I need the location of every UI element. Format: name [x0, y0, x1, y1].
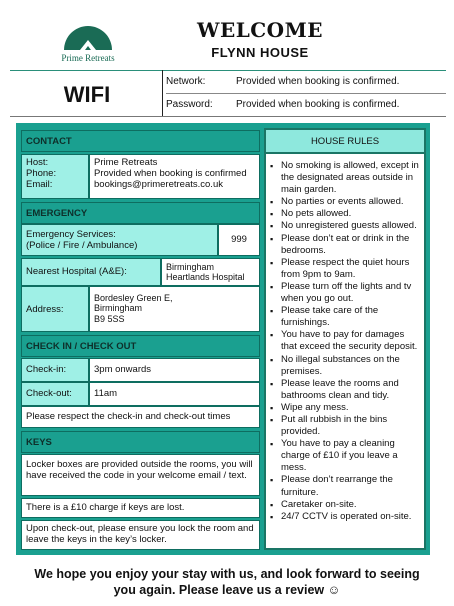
- email-value[interactable]: bookings@primeretreats.co.uk: [94, 178, 223, 190]
- wifi-separator: [162, 70, 163, 116]
- keys-heading: KEYS: [21, 431, 260, 453]
- rule-item: ▪ Put all rubbish in the bins provided.: [268, 414, 422, 438]
- hospital-name: [161, 258, 260, 286]
- rule-item: ▪ No smoking is allowed, except in the designated areas outside in main garden.: [268, 160, 422, 196]
- house-name: FLYNN HOUSE: [211, 45, 309, 60]
- footer-message: [14, 566, 440, 598]
- hospital-name-line2: Heartlands Hospital: [166, 272, 245, 283]
- checkout-value: 11am: [89, 382, 260, 406]
- rule-item: ▪ Please don’t rearrange the furniture.: [268, 474, 422, 498]
- footer-line1: We hope you enjoy your stay with us, and look forward to seeing: [34, 567, 420, 581]
- checkin-note: Please respect the check-in and check-out times: [21, 406, 260, 428]
- address-line1: Bordesley Green E,: [94, 293, 173, 303]
- host-label: Host:: [26, 157, 49, 168]
- rule-item: ▪ No parties or events allowed.: [268, 196, 422, 208]
- rule-item: ▪ No unregistered guests allowed.: [268, 220, 422, 232]
- wifi-row-divider: [166, 93, 446, 94]
- emergency-number: 999: [218, 224, 260, 256]
- rule-item: ▪ You have to pay a cleaning charge of £10 if you leave a mess.: [268, 438, 422, 474]
- emergency-label-line2: (Police / Fire / Ambulance): [26, 239, 138, 251]
- email-label: Email:: [26, 178, 53, 190]
- keys-note-charge: There is a £10 charge if keys are lost.: [21, 498, 260, 518]
- password-value: Provided when booking is confirmed.: [236, 99, 400, 110]
- logo-text: Prime Retreats: [61, 53, 115, 63]
- hospital-name-line1: Birmingham: [166, 262, 215, 272]
- address-value: [89, 286, 260, 332]
- address-label: Address:: [21, 286, 89, 332]
- rule-item: ▪ Caretaker on-site.: [268, 499, 422, 511]
- wifi-title: WIFI: [63, 82, 111, 107]
- footer-line2: you again. Please leave us a review ☺: [113, 583, 341, 597]
- emergency-services-label: [21, 224, 218, 256]
- rule-item: ▪ You have to pay for damages that exceed the security deposit.: [268, 329, 422, 353]
- page-title: WELCOME: [197, 18, 323, 42]
- rule-item: ▪ Please take care of the furnishings.: [268, 305, 422, 329]
- checkin-label: Check-in:: [21, 358, 89, 382]
- address-line3: B9 5SS: [94, 313, 125, 324]
- emergency-label-line1: Emergency Services:: [26, 229, 116, 240]
- network-label: Network:: [166, 76, 206, 87]
- rule-item: ▪ Please don’t eat or drink in the bedrooms.: [268, 233, 422, 257]
- address-line2: Birmingham: [94, 303, 143, 314]
- hospital-label: Nearest Hospital (A&E):: [21, 258, 161, 286]
- phone-value: Provided when booking is confirmed: [94, 167, 247, 179]
- checkin-value: 3pm onwards: [89, 358, 260, 382]
- password-label: Password:: [166, 99, 213, 110]
- rule-item: ▪ 24/7 CCTV is operated on-site.: [268, 511, 422, 523]
- keys-note-checkout: Upon check-out, please ensure you lock the room and leave the keys in the key’s locker.: [21, 520, 260, 550]
- host-value: Prime Retreats: [94, 157, 158, 168]
- rule-item: ▪ Please turn off the lights and tv when you go out.: [268, 281, 422, 305]
- network-value: Provided when booking is confirmed.: [236, 76, 400, 87]
- wifi-network-row: [166, 76, 446, 87]
- rule-item: ▪ Please respect the quiet hours from 9pm to 9am.: [268, 257, 422, 281]
- contact-heading: CONTACT: [21, 130, 260, 152]
- rule-item: ▪ Wipe any mess.: [268, 402, 422, 414]
- house-rules-list: [268, 160, 422, 523]
- keys-note-lockers: Locker boxes are provided outside the rooms, you will have received the code in your welcome email / text.: [21, 454, 260, 496]
- rule-item: ▪ No pets allowed.: [268, 208, 422, 220]
- contact-labels: [21, 154, 89, 199]
- wifi-password-row: [166, 99, 446, 110]
- header-divider: [10, 70, 446, 71]
- checkin-heading: CHECK IN / CHECK OUT: [21, 335, 260, 357]
- house-rules-heading: HOUSE RULES: [264, 128, 426, 154]
- rule-item: ▪ No illegal substances on the premises.: [268, 354, 422, 378]
- wifi-divider: [10, 116, 446, 117]
- contact-values: [89, 154, 260, 199]
- rule-item: ▪ Please leave the rooms and bathrooms clean and tidy.: [268, 378, 422, 402]
- emergency-heading: EMERGENCY: [21, 202, 260, 224]
- phone-label: Phone:: [26, 167, 57, 179]
- checkout-label: Check-out:: [21, 382, 89, 406]
